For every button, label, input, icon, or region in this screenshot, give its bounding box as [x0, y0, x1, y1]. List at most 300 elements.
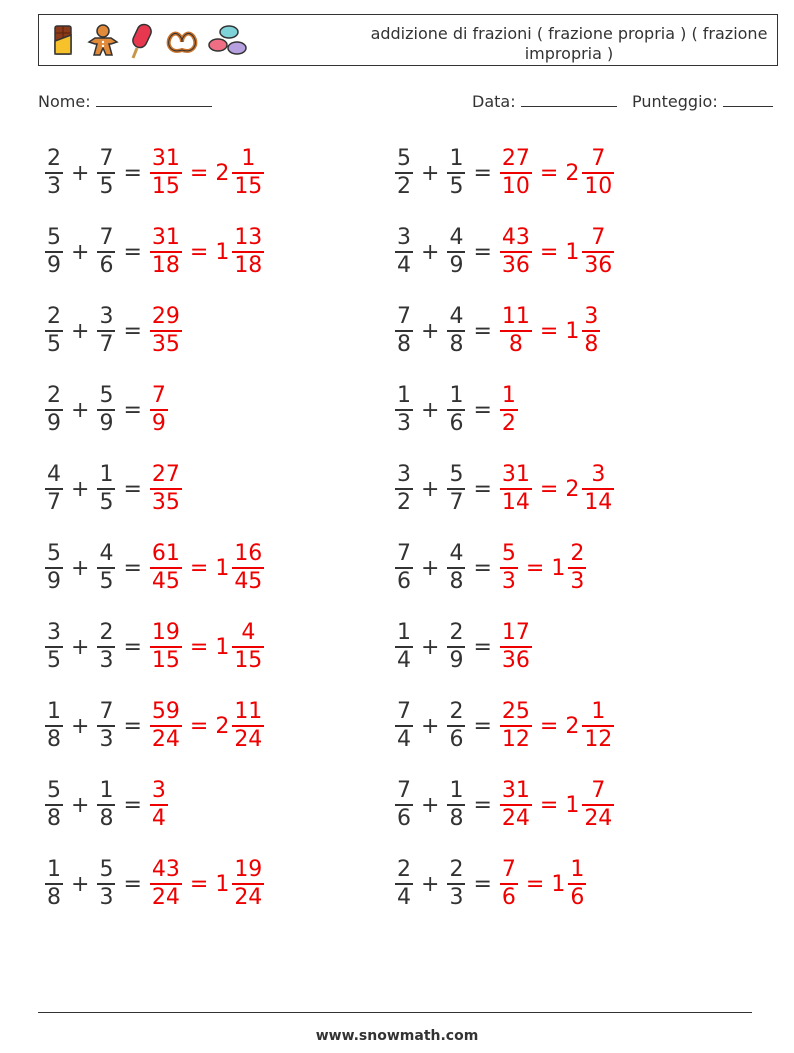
- denominator: 15: [151, 174, 180, 199]
- plus-sign: +: [71, 713, 90, 739]
- numerator: 2: [47, 304, 61, 329]
- problem-item: [394, 454, 615, 524]
- numerator: 2: [47, 383, 61, 408]
- numerator: 13: [234, 225, 263, 250]
- denominator: 5: [449, 174, 464, 199]
- problem-item: [44, 533, 265, 603]
- mixed-whole: 2: [215, 713, 230, 739]
- numerator: 7: [99, 225, 114, 250]
- equals-sign: =: [473, 239, 492, 265]
- numerator: 4: [449, 541, 464, 566]
- denominator: 4: [397, 885, 411, 910]
- answer-fraction: [500, 778, 532, 832]
- plus-sign: +: [421, 318, 440, 344]
- denominator: 18: [151, 253, 180, 278]
- addend-a: [395, 225, 413, 279]
- header-icons: [49, 21, 247, 61]
- addend-a: [45, 383, 63, 437]
- denominator: 36: [501, 648, 530, 673]
- denominator: 8: [99, 806, 114, 831]
- equals-sign: =: [189, 239, 209, 265]
- plus-sign: +: [71, 871, 90, 897]
- numerator: 1: [591, 699, 606, 724]
- numerator: 43: [501, 225, 530, 250]
- numerator: 7: [397, 778, 411, 803]
- addend-b: [447, 778, 465, 832]
- numerator: 29: [151, 304, 180, 329]
- equals-sign: =: [123, 555, 142, 581]
- name-label: Nome:: [38, 92, 91, 111]
- equals-sign: =: [473, 476, 492, 502]
- numerator: 5: [397, 146, 411, 171]
- problem-item: [394, 296, 601, 366]
- denominator: 6: [449, 411, 464, 436]
- equals-sign: =: [473, 160, 492, 186]
- mixed-whole: 2: [565, 476, 580, 502]
- numerator: 7: [501, 857, 516, 882]
- denominator: 8: [47, 727, 61, 752]
- answer-fraction: [150, 304, 182, 358]
- problem-item: [44, 691, 265, 761]
- addend-a: [45, 778, 63, 832]
- denominator: 7: [47, 490, 61, 515]
- denominator: 4: [397, 648, 411, 673]
- mixed-fraction: [232, 225, 264, 279]
- score-label: Punteggio:: [632, 92, 718, 111]
- mixed-whole: 1: [215, 634, 230, 660]
- denominator: 6: [397, 569, 411, 594]
- numerator: 27: [151, 462, 180, 487]
- numerator: 7: [397, 699, 411, 724]
- score-blank[interactable]: [723, 92, 773, 107]
- equals-sign: =: [123, 239, 142, 265]
- plus-sign: +: [421, 634, 440, 660]
- denominator: 3: [99, 648, 114, 673]
- plus-sign: +: [421, 160, 440, 186]
- denominator: 5: [99, 569, 114, 594]
- plus-sign: +: [421, 792, 440, 818]
- numerator: 7: [99, 146, 114, 171]
- addend-a: [45, 304, 63, 358]
- problem-item: [394, 691, 615, 761]
- equals-sign: =: [189, 634, 209, 660]
- denominator: 12: [501, 727, 530, 752]
- numerator: 7: [591, 778, 606, 803]
- equals-sign: =: [123, 713, 142, 739]
- denominator: 15: [151, 648, 180, 673]
- plus-sign: +: [71, 476, 90, 502]
- denominator: 9: [151, 411, 166, 436]
- denominator: 3: [570, 569, 585, 594]
- denominator: 10: [501, 174, 530, 199]
- date-label: Data:: [472, 92, 516, 111]
- plus-sign: +: [71, 318, 90, 344]
- denominator: 6: [570, 885, 585, 910]
- numerator: 1: [47, 699, 61, 724]
- numerator: 5: [47, 225, 61, 250]
- mixed-fraction: [582, 699, 614, 753]
- problem-item: [394, 375, 519, 445]
- addend-b: [97, 304, 115, 358]
- numerator: 5: [47, 778, 61, 803]
- denominator: 5: [47, 332, 61, 357]
- mixed-whole: 1: [215, 555, 230, 581]
- equals-sign: =: [189, 160, 209, 186]
- denominator: 5: [47, 648, 61, 673]
- plus-sign: +: [71, 397, 90, 423]
- plus-sign: +: [71, 555, 90, 581]
- name-field[interactable]: [38, 92, 212, 111]
- equals-sign: =: [473, 397, 492, 423]
- denominator: 2: [397, 490, 411, 515]
- denominator: 9: [449, 253, 464, 278]
- name-blank[interactable]: [96, 92, 212, 107]
- addend-a: [395, 620, 413, 674]
- numerator: 1: [570, 857, 585, 882]
- denominator: 3: [449, 885, 464, 910]
- denominator: 3: [47, 174, 61, 199]
- answer-fraction: [500, 146, 532, 200]
- numerator: 5: [449, 462, 464, 487]
- equals-sign: =: [473, 871, 492, 897]
- addend-b: [97, 699, 115, 753]
- equals-sign: =: [473, 634, 492, 660]
- numerator: 1: [99, 778, 114, 803]
- numerator: 7: [99, 699, 114, 724]
- numerator: 4: [241, 620, 256, 645]
- numerator: 7: [397, 541, 411, 566]
- mixed-fraction: [582, 462, 614, 516]
- addend-a: [45, 146, 63, 200]
- answer-fraction: [150, 146, 182, 200]
- denominator: 8: [449, 806, 464, 831]
- denominator: 2: [397, 174, 411, 199]
- addend-b: [97, 857, 115, 911]
- numerator: 4: [449, 304, 464, 329]
- numerator: 16: [234, 541, 263, 566]
- date-blank[interactable]: [521, 92, 617, 107]
- denominator: 14: [584, 490, 613, 515]
- addend-a: [395, 699, 413, 753]
- denominator: 45: [234, 569, 263, 594]
- problem-item: [44, 770, 169, 840]
- denominator: 24: [234, 727, 263, 752]
- numerator: 2: [449, 620, 464, 645]
- addend-b: [447, 146, 465, 200]
- denominator: 4: [397, 253, 411, 278]
- addend-b: [97, 225, 115, 279]
- equals-sign: =: [539, 160, 559, 186]
- answer-fraction: [150, 699, 182, 753]
- problem-item: [44, 454, 183, 524]
- equals-sign: =: [189, 871, 209, 897]
- addend-a: [395, 462, 413, 516]
- numerator: 2: [397, 857, 411, 882]
- numerator: 61: [151, 541, 180, 566]
- addend-a: [395, 146, 413, 200]
- numerator: 7: [397, 304, 411, 329]
- denominator: 8: [584, 332, 599, 357]
- mixed-whole: 1: [565, 239, 580, 265]
- plus-sign: +: [71, 239, 90, 265]
- denominator: 24: [151, 885, 180, 910]
- denominator: 24: [584, 806, 613, 831]
- numerator: 3: [397, 225, 411, 250]
- equals-sign: =: [123, 634, 142, 660]
- equals-sign: =: [539, 713, 559, 739]
- answer-fraction: [150, 462, 182, 516]
- equals-sign: =: [123, 318, 142, 344]
- mixed-fraction: [232, 699, 264, 753]
- mixed-whole: 1: [215, 871, 230, 897]
- addend-a: [45, 225, 63, 279]
- addend-b: [97, 146, 115, 200]
- mixed-whole: 1: [551, 871, 566, 897]
- addend-a: [45, 857, 63, 911]
- answer-fraction: [500, 857, 518, 911]
- equals-sign: =: [473, 555, 492, 581]
- numerator: 7: [591, 146, 606, 171]
- problem-item: [394, 770, 615, 840]
- plus-sign: +: [421, 476, 440, 502]
- denominator: 36: [501, 253, 530, 278]
- mixed-fraction: [582, 304, 600, 358]
- numerator: 31: [151, 225, 180, 250]
- numerator: 31: [501, 462, 530, 487]
- answer-fraction: [150, 857, 182, 911]
- denominator: 8: [508, 332, 523, 357]
- answer-fraction: [150, 620, 182, 674]
- addend-b: [447, 462, 465, 516]
- problem-item: [394, 217, 615, 287]
- addend-a: [395, 383, 413, 437]
- numerator: 43: [151, 857, 180, 882]
- plus-sign: +: [71, 160, 90, 186]
- plus-sign: +: [71, 634, 90, 660]
- mixed-fraction: [582, 146, 614, 200]
- denominator: 24: [234, 885, 263, 910]
- mixed-whole: 2: [215, 160, 230, 186]
- mixed-fraction: [232, 857, 264, 911]
- equals-sign: =: [525, 871, 545, 897]
- numerator: 17: [501, 620, 530, 645]
- numerator: 2: [570, 541, 585, 566]
- numerator: 1: [449, 383, 464, 408]
- numerator: 4: [99, 541, 114, 566]
- answer-fraction: [500, 620, 532, 674]
- denominator: 24: [501, 806, 530, 831]
- denominator: 45: [151, 569, 180, 594]
- denominator: 36: [584, 253, 613, 278]
- addend-b: [97, 383, 115, 437]
- equals-sign: =: [189, 713, 209, 739]
- mixed-fraction: [232, 146, 264, 200]
- plus-sign: +: [421, 713, 440, 739]
- numerator: 19: [151, 620, 180, 645]
- addend-a: [395, 304, 413, 358]
- worksheet-title: addizione di frazioni ( frazione propria ) ( frazione impropria ): [370, 24, 768, 63]
- equals-sign: =: [123, 397, 142, 423]
- mixed-fraction: [232, 541, 264, 595]
- mixed-fraction: [582, 778, 614, 832]
- problem-item: [44, 375, 169, 445]
- problem-item: [394, 533, 587, 603]
- denominator: 9: [47, 411, 61, 436]
- numerator: 27: [501, 146, 530, 171]
- addend-a: [45, 541, 63, 595]
- denominator: 4: [151, 806, 166, 831]
- denominator: 6: [397, 806, 411, 831]
- numerator: 19: [234, 857, 263, 882]
- addend-b: [447, 699, 465, 753]
- numerator: 5: [99, 857, 114, 882]
- numerator: 4: [449, 225, 464, 250]
- denominator: 24: [151, 727, 180, 752]
- denominator: 9: [47, 253, 61, 278]
- problem-item: [394, 138, 615, 208]
- problem-item: [44, 296, 183, 366]
- addend-b: [447, 304, 465, 358]
- mixed-whole: 1: [565, 318, 580, 344]
- footer-site: www.snowmath.com: [315, 1028, 479, 1044]
- equals-sign: =: [473, 713, 492, 739]
- numerator: 2: [47, 146, 61, 171]
- addend-b: [447, 225, 465, 279]
- numerator: 1: [397, 620, 411, 645]
- answer-fraction: [500, 699, 532, 753]
- equals-sign: =: [189, 555, 209, 581]
- numerator: 2: [449, 857, 464, 882]
- numerator: 3: [151, 778, 166, 803]
- equals-sign: =: [473, 318, 492, 344]
- denominator: 3: [501, 569, 516, 594]
- equals-sign: =: [123, 160, 142, 186]
- addend-a: [45, 699, 63, 753]
- mixed-whole: 2: [565, 160, 580, 186]
- plus-sign: +: [71, 792, 90, 818]
- popsicle-icon: [127, 22, 157, 60]
- numerator: 1: [99, 462, 114, 487]
- answer-fraction: [150, 778, 168, 832]
- denominator: 3: [99, 727, 114, 752]
- numerator: 1: [501, 383, 516, 408]
- mixed-whole: 1: [565, 792, 580, 818]
- numerator: 59: [151, 699, 180, 724]
- problem-item: [394, 849, 587, 919]
- equals-sign: =: [539, 476, 559, 502]
- equals-sign: =: [539, 792, 559, 818]
- equals-sign: =: [539, 239, 559, 265]
- denominator: 9: [449, 648, 464, 673]
- answer-fraction: [150, 383, 168, 437]
- addend-a: [395, 541, 413, 595]
- addend-a: [395, 778, 413, 832]
- equals-sign: =: [525, 555, 545, 581]
- denominator: 5: [99, 174, 114, 199]
- equals-sign: =: [539, 318, 559, 344]
- denominator: 6: [501, 885, 516, 910]
- addend-b: [97, 462, 115, 516]
- denominator: 35: [151, 332, 180, 357]
- denominator: 15: [234, 174, 263, 199]
- denominator: 3: [397, 411, 411, 436]
- numerator: 4: [47, 462, 61, 487]
- numerator: 1: [397, 383, 411, 408]
- mixed-whole: 1: [215, 239, 230, 265]
- answer-fraction: [150, 225, 182, 279]
- mixed-whole: 1: [551, 555, 566, 581]
- plus-sign: +: [421, 239, 440, 265]
- header-box: [38, 14, 778, 66]
- addend-b: [97, 620, 115, 674]
- numerator: 31: [501, 778, 530, 803]
- macarons-icon: [207, 23, 247, 59]
- score-field[interactable]: [632, 92, 773, 111]
- problem-item: [394, 612, 533, 682]
- denominator: 7: [99, 332, 114, 357]
- gingerbread-man-icon: [85, 23, 121, 59]
- denominator: 8: [47, 806, 61, 831]
- denominator: 10: [584, 174, 613, 199]
- addend-a: [395, 857, 413, 911]
- numerator: 1: [241, 146, 256, 171]
- pretzel-icon: [163, 26, 201, 56]
- mixed-fraction: [232, 620, 264, 674]
- date-field[interactable]: [472, 92, 617, 111]
- plus-sign: +: [421, 555, 440, 581]
- problem-item: [44, 849, 265, 919]
- addend-b: [447, 383, 465, 437]
- numerator: 2: [99, 620, 114, 645]
- denominator: 15: [234, 648, 263, 673]
- numerator: 31: [151, 146, 180, 171]
- denominator: 6: [99, 253, 114, 278]
- denominator: 14: [501, 490, 530, 515]
- answer-fraction: [500, 462, 532, 516]
- addend-a: [45, 620, 63, 674]
- plus-sign: +: [421, 397, 440, 423]
- denominator: 8: [47, 885, 61, 910]
- addend-b: [97, 541, 115, 595]
- numerator: 1: [47, 857, 61, 882]
- denominator: 5: [99, 490, 114, 515]
- numerator: 5: [47, 541, 61, 566]
- addend-b: [447, 620, 465, 674]
- numerator: 3: [99, 304, 114, 329]
- denominator: 8: [449, 569, 464, 594]
- numerator: 3: [47, 620, 61, 645]
- answer-fraction: [500, 225, 532, 279]
- equals-sign: =: [123, 871, 142, 897]
- numerator: 5: [99, 383, 114, 408]
- numerator: 2: [449, 699, 464, 724]
- mixed-fraction: [568, 541, 586, 595]
- problem-item: [44, 217, 265, 287]
- addend-b: [97, 778, 115, 832]
- denominator: 7: [449, 490, 464, 515]
- footer-divider: [38, 1012, 752, 1013]
- problem-item: [44, 612, 265, 682]
- numerator: 25: [501, 699, 530, 724]
- numerator: 3: [584, 304, 599, 329]
- denominator: 9: [47, 569, 61, 594]
- numerator: 1: [449, 778, 464, 803]
- numerator: 11: [234, 699, 263, 724]
- addend-b: [447, 541, 465, 595]
- problem-item: [44, 138, 265, 208]
- denominator: 35: [151, 490, 180, 515]
- chocolate-bar-icon: [49, 23, 79, 59]
